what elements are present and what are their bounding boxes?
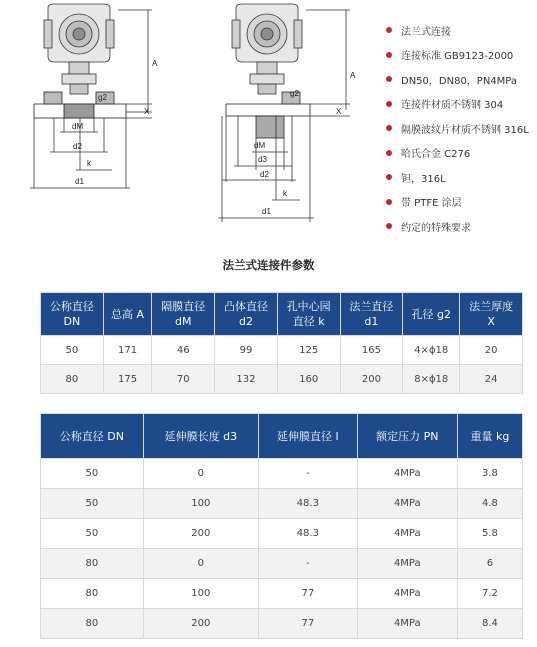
right-label-d2: d2 bbox=[260, 170, 269, 179]
table-cell: 50 bbox=[41, 519, 144, 549]
table-cell: 100 bbox=[143, 489, 258, 519]
left-label-d1: d1 bbox=[75, 177, 84, 186]
feature-item: 钽，316L bbox=[386, 165, 536, 190]
table-cell: 0 bbox=[143, 549, 258, 579]
table-cell: 4MPa bbox=[357, 609, 457, 639]
header-dn: 公称直径 DN bbox=[41, 414, 144, 459]
right-label-d1: d1 bbox=[262, 207, 271, 216]
table-cell: 4×ϕ18 bbox=[403, 336, 460, 365]
bullet-dot-icon bbox=[386, 101, 392, 107]
table-cell: 200 bbox=[143, 609, 258, 639]
table-cell: 125 bbox=[277, 336, 340, 365]
table-cell: 24 bbox=[460, 365, 523, 394]
flange-params-table bbox=[40, 292, 523, 394]
feature-item: 哈氏合金 C276 bbox=[386, 141, 536, 166]
table-cell: 8×ϕ18 bbox=[403, 365, 460, 394]
table-cell: 4.8 bbox=[457, 489, 522, 519]
table-row bbox=[41, 336, 523, 365]
table-cell: 171 bbox=[103, 336, 152, 365]
table-header-row bbox=[41, 293, 523, 336]
section-title: 法兰式连接件参数 bbox=[222, 258, 315, 272]
left-label-g2: g2 bbox=[98, 93, 107, 102]
header-pressure: 额定压力 PN bbox=[357, 414, 457, 459]
table-cell: 77 bbox=[258, 579, 357, 609]
header-d2: 凸体直径 d2 bbox=[215, 293, 278, 336]
table-cell: 0 bbox=[143, 459, 258, 489]
right-label-g2: g2 bbox=[290, 89, 299, 98]
table-cell: 99 bbox=[215, 336, 278, 365]
table-row bbox=[41, 459, 523, 489]
table-cell: - bbox=[258, 459, 357, 489]
right-label-dM: dM bbox=[254, 141, 266, 150]
table-cell: 80 bbox=[41, 365, 104, 394]
table-cell: 5.8 bbox=[457, 519, 522, 549]
table-cell: 200 bbox=[143, 519, 258, 549]
left-transmitter-drawing bbox=[30, 4, 152, 188]
header-ext-diameter: 延伸膜直径 l bbox=[258, 414, 357, 459]
table-cell: 20 bbox=[460, 336, 523, 365]
bullet-dot-icon bbox=[386, 27, 392, 33]
right-label-d3: d3 bbox=[258, 155, 267, 164]
right-label-A: A bbox=[350, 71, 356, 80]
table-cell: 165 bbox=[340, 336, 403, 365]
left-label-d2: d2 bbox=[73, 142, 82, 151]
feature-item: 法兰式连接 bbox=[386, 18, 536, 43]
table-cell: 100 bbox=[143, 579, 258, 609]
table-cell: 4MPa bbox=[357, 489, 457, 519]
header-d3: 延伸膜长度 d3 bbox=[143, 414, 258, 459]
table-cell: 4MPa bbox=[357, 579, 457, 609]
table-cell: 3.8 bbox=[457, 459, 522, 489]
table-cell: 160 bbox=[277, 365, 340, 394]
table-cell: 7.2 bbox=[457, 579, 522, 609]
feature-item: 连接件材质不锈钢 304 bbox=[386, 92, 536, 117]
table-cell: 46 bbox=[152, 336, 215, 365]
table-row bbox=[41, 579, 523, 609]
table-cell: - bbox=[258, 549, 357, 579]
header-weight: 重量 kg bbox=[457, 414, 522, 459]
bullet-dot-icon bbox=[386, 52, 392, 58]
header-d1: 法兰直径 d1 bbox=[340, 293, 403, 336]
feature-item: 连接标准 GB9123-2000 bbox=[386, 43, 536, 68]
header-k: 孔中心园 直径 k bbox=[277, 293, 340, 336]
header-dm: 隔膜直径 dM bbox=[152, 293, 215, 336]
table-cell: 6 bbox=[457, 549, 522, 579]
bullet-dot-icon bbox=[386, 199, 392, 205]
right-label-X: X bbox=[336, 107, 342, 116]
table-row bbox=[41, 365, 523, 394]
table-cell: 4MPa bbox=[357, 549, 457, 579]
table-row bbox=[41, 489, 523, 519]
header-x: 法兰厚度 X bbox=[460, 293, 523, 336]
drawings bbox=[0, 0, 380, 230]
table-cell: 80 bbox=[41, 549, 144, 579]
table-row bbox=[41, 609, 523, 639]
header-g2: 孔径 g2 bbox=[403, 293, 460, 336]
feature-list bbox=[386, 18, 536, 239]
table-cell: 50 bbox=[41, 336, 104, 365]
left-label-dM: dM bbox=[72, 122, 84, 131]
table-cell: 200 bbox=[340, 365, 403, 394]
left-label-k: k bbox=[87, 159, 91, 168]
table-cell: 50 bbox=[41, 489, 144, 519]
header-dn: 公称直径 DN bbox=[41, 293, 104, 336]
feature-item: 隔膜波纹片材质不锈钢 316L bbox=[386, 116, 536, 141]
table-cell: 48.3 bbox=[258, 489, 357, 519]
table-row bbox=[41, 549, 523, 579]
feature-item: 约定的特殊要求 bbox=[386, 214, 536, 239]
table-cell: 4MPa bbox=[357, 519, 457, 549]
right-label-k: k bbox=[283, 189, 287, 198]
bullet-dot-icon bbox=[386, 174, 392, 180]
bullet-dot-icon bbox=[386, 76, 392, 82]
bullet-dot-icon bbox=[386, 125, 392, 131]
table-cell: 70 bbox=[152, 365, 215, 394]
left-label-X: X bbox=[144, 107, 150, 116]
feature-item: DN50，DN80，PN4MPa bbox=[386, 67, 536, 92]
table-row bbox=[41, 519, 523, 549]
table-cell: 8.4 bbox=[457, 609, 522, 639]
left-label-A: A bbox=[152, 59, 158, 68]
feature-item: 带 PTFE 涂层 bbox=[386, 190, 536, 215]
table-cell: 80 bbox=[41, 579, 144, 609]
table-cell: 4MPa bbox=[357, 459, 457, 489]
table-cell: 48.3 bbox=[258, 519, 357, 549]
table-header-row bbox=[41, 414, 523, 459]
bullet-dot-icon bbox=[386, 150, 392, 156]
table-cell: 80 bbox=[41, 609, 144, 639]
table-cell: 50 bbox=[41, 459, 144, 489]
table-cell: 77 bbox=[258, 609, 357, 639]
header-height-a: 总高 A bbox=[103, 293, 152, 336]
table-cell: 175 bbox=[103, 365, 152, 394]
extension-params-table bbox=[40, 413, 523, 639]
bullet-dot-icon bbox=[386, 223, 392, 229]
table-cell: 132 bbox=[215, 365, 278, 394]
